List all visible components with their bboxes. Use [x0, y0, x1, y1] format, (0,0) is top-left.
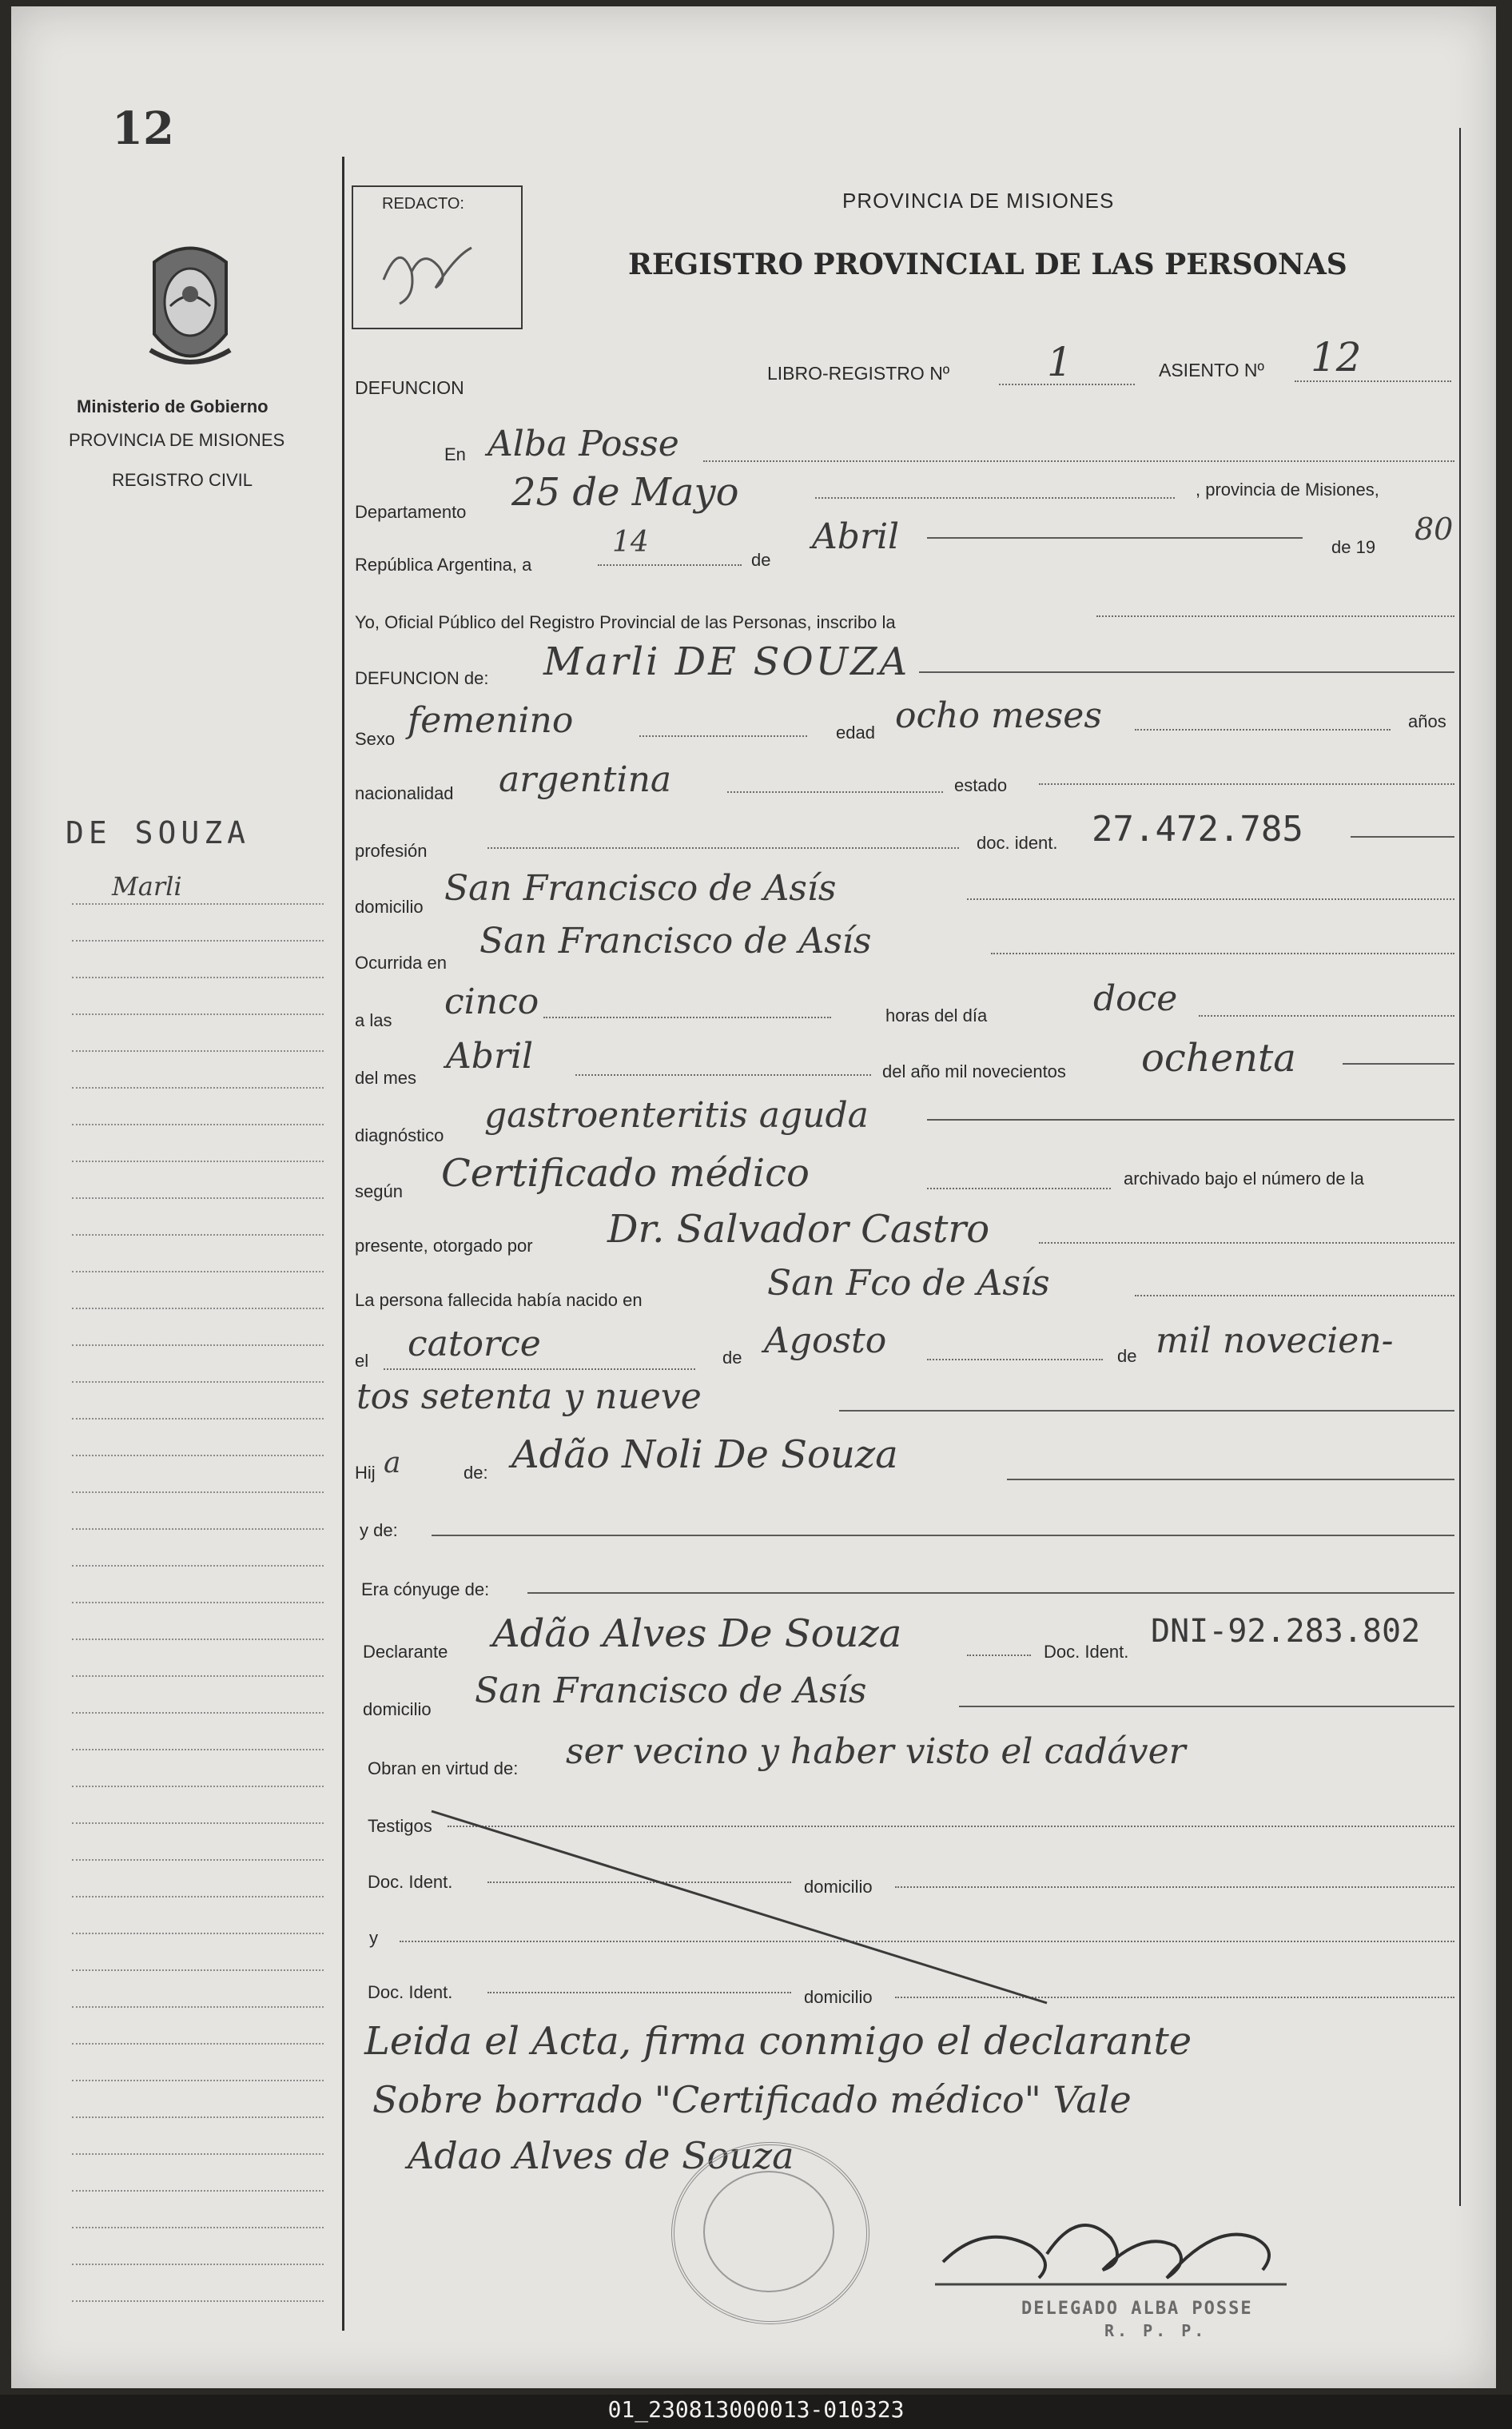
margin-ruled-line	[72, 1197, 324, 1199]
testigo2-doc-label: Doc. Ident.	[368, 1982, 453, 2002]
declarante-domicilio-value: San Francisco de Asís	[475, 1670, 867, 1711]
archivado-label: archivado bajo el número de la	[1124, 1169, 1364, 1189]
province-label: PROVINCIA DE MISIONES	[69, 430, 285, 450]
ocurrida-value: San Francisco de Asís	[479, 921, 872, 962]
official-stamp-inner-ring	[703, 2171, 834, 2292]
estado-label: estado	[954, 775, 1008, 795]
libro-registro-label: LIBRO-REGISTRO Nº	[767, 363, 950, 384]
hij-de-label: de:	[464, 1463, 488, 1483]
margin-name-note: Marli	[112, 871, 182, 902]
margin-ruled-line	[72, 1712, 324, 1714]
declarante-domicilio-label: domicilio	[363, 1699, 432, 1719]
en-value: Alba Posse	[487, 424, 679, 464]
diagnostico-label: diagnóstico	[355, 1125, 444, 1145]
ministry-label: Ministerio de Gobierno	[77, 396, 269, 416]
margin-ruled-line	[72, 2153, 324, 2155]
asiento-value: 12	[1311, 334, 1362, 380]
horas-value: doce	[1093, 978, 1178, 1019]
provincial-emblem-icon	[142, 238, 238, 374]
right-border-line	[1459, 128, 1461, 2206]
margin-ruled-line	[72, 1013, 324, 1015]
defuncion-de-label: DEFUNCION de:	[355, 668, 489, 688]
doc-ident-label: doc. ident.	[977, 833, 1058, 853]
margin-ruled-line	[72, 1234, 324, 1236]
declarante-doc-label: Doc. Ident.	[1044, 1642, 1129, 1662]
domicilio-value: San Francisco de Asís	[444, 868, 837, 909]
margin-ruled-line	[72, 2116, 324, 2118]
margin-ruled-line	[72, 1381, 324, 1383]
hij-label: Hij	[355, 1463, 376, 1483]
margin-ruled-line	[72, 2300, 324, 2302]
anos-label: años	[1408, 711, 1446, 731]
margin-ruled-line	[72, 1565, 324, 1567]
margin-ruled-line	[72, 1161, 324, 1162]
testigo-y-label: y	[369, 1928, 378, 1948]
hij-suffix: a	[384, 1447, 401, 1479]
del-mes-value: Abril	[446, 1036, 534, 1077]
declarante-doc-value: DNI-92.283.802	[1151, 1613, 1421, 1650]
margin-ruled-line	[72, 1822, 324, 1824]
margin-ruled-line	[72, 1491, 324, 1493]
domicilio-label: domicilio	[355, 897, 424, 917]
margin-surname-note: DE SOUZA	[66, 815, 251, 850]
ocurrida-label: Ocurrida en	[355, 953, 447, 973]
obran-label: Obran en virtud de:	[368, 1758, 519, 1778]
del-mes-label: del mes	[355, 1068, 417, 1088]
redacto-label: REDACTO:	[382, 195, 464, 213]
presente-label: presente, otorgado por	[355, 1236, 533, 1256]
closing-line-1: Leida el Acta, firma conmigo el declarante	[364, 2019, 1192, 2064]
departamento-value: 25 de Mayo	[511, 470, 739, 515]
de-anio-label: de	[1117, 1346, 1137, 1366]
departamento-label: Departamento	[355, 502, 467, 522]
margin-ruled-line	[72, 1344, 324, 1346]
edad-label: edad	[836, 723, 875, 743]
republica-label: República Argentina, a	[355, 555, 532, 575]
closing-line-2: Sobre borrado "Certificado médico" Vale	[372, 2078, 1132, 2121]
sexo-label: Sexo	[355, 729, 396, 749]
obran-value: ser vecino y haber visto el cadáver	[566, 1731, 1186, 1772]
margin-ruled-line	[72, 1271, 324, 1272]
anio-value: ochenta	[1141, 1036, 1296, 1081]
a-las-value: cinco	[444, 982, 539, 1022]
registry-civil-label: REGISTRO CIVIL	[112, 470, 253, 490]
act-type-label: DEFUNCION	[355, 377, 464, 398]
anio-continuation-value: tos setenta y nueve	[356, 1376, 702, 1417]
margin-ruled-line	[72, 1528, 324, 1530]
hij-value: Adão Noli De Souza	[511, 1432, 898, 1477]
witness-strike-line	[424, 1803, 1063, 2011]
oficial-statement: Yo, Oficial Público del Registro Provincial de las Personas, inscribo la	[355, 612, 896, 632]
nacionalidad-label: nacionalidad	[355, 783, 454, 803]
el-label: el	[355, 1351, 369, 1371]
margin-ruled-line	[72, 1749, 324, 1750]
asiento-label: ASIENTO Nº	[1159, 360, 1264, 380]
margin-ruled-line	[72, 2006, 324, 2008]
margin-ruled-line	[72, 1418, 324, 1420]
officer-sub-stamp: R. P. P.	[1104, 2321, 1208, 2340]
anio-label: del año mil novecientos	[882, 1061, 1066, 1081]
declarante-label: Declarante	[363, 1642, 448, 1662]
footer-image-id: 01_230813000013-010323	[607, 2396, 905, 2423]
de-label: de	[751, 550, 771, 570]
year-prefix-label: de 19	[1331, 537, 1376, 557]
margin-ruled-line	[72, 1675, 324, 1677]
presente-value: Dr. Salvador Castro	[607, 1207, 990, 1252]
margin-ruled-line	[72, 940, 324, 942]
de-mes-label: de	[722, 1348, 742, 1368]
margin-ruled-line	[72, 1859, 324, 1861]
sexo-value: femenino	[408, 700, 574, 741]
testigo2-domicilio-label: domicilio	[804, 1987, 873, 2007]
declarante-value: Adão Alves De Souza	[492, 1611, 902, 1656]
margin-ruled-line	[72, 2043, 324, 2045]
testigo1-doc-label: Doc. Ident.	[368, 1872, 453, 1892]
edad-value: ocho meses	[895, 695, 1102, 736]
margin-ruled-line	[72, 903, 324, 905]
conyuge-label: Era cónyuge de:	[361, 1579, 490, 1599]
registry-title: REGISTRO PROVINCIAL DE LAS PERSONAS	[628, 248, 1347, 281]
segun-label: según	[355, 1181, 403, 1201]
day-value: 14	[612, 526, 649, 559]
nacionalidad-value: argentina	[499, 759, 672, 800]
declarante-signature: Adao Alves de Souza	[408, 2134, 794, 2177]
a-las-label: a las	[355, 1010, 392, 1030]
margin-ruled-line	[72, 1639, 324, 1640]
margin-ruled-line	[72, 2264, 324, 2265]
margin-ruled-line	[72, 1969, 324, 1971]
libro-registro-value: 1	[1047, 339, 1072, 385]
province-title: PROVINCIA DE MISIONES	[842, 189, 1115, 213]
testigo1-domicilio-label: domicilio	[804, 1877, 873, 1897]
margin-ruled-line	[72, 1786, 324, 1787]
officer-title-stamp: DELEGADO ALBA POSSE	[1021, 2299, 1253, 2319]
testigos-label: Testigos	[368, 1816, 432, 1836]
redacto-initials-signature	[368, 224, 487, 320]
margin-ruled-line	[72, 1455, 324, 1456]
year-value: 80	[1415, 512, 1454, 547]
doc-ident-value: 27.472.785	[1092, 809, 1303, 850]
officer-signature	[919, 2190, 1303, 2302]
month-value: Abril	[812, 516, 900, 557]
el-value: catorce	[408, 1324, 541, 1364]
segun-value: Certificado médico	[441, 1151, 810, 1196]
provincia-suffix-label: , provincia de Misiones,	[1196, 480, 1379, 500]
nacido-label: La persona fallecida había nacido en	[355, 1290, 643, 1310]
margin-ruled-line	[72, 1087, 324, 1089]
y-de-label: y de:	[360, 1520, 398, 1540]
profesion-label: profesión	[355, 841, 428, 861]
page-number: 12	[112, 102, 174, 155]
form-divider-line	[342, 157, 344, 2331]
margin-ruled-line	[72, 1896, 324, 1897]
nacido-value: San Fco de Asís	[767, 1263, 1050, 1304]
en-label: En	[444, 444, 466, 464]
margin-ruled-line	[72, 2227, 324, 2228]
de-anio-value: mil novecien-	[1156, 1320, 1394, 1361]
margin-ruled-line	[72, 2190, 324, 2192]
margin-ruled-line	[72, 1602, 324, 1603]
margin-ruled-line	[72, 1308, 324, 1309]
margin-ruled-line	[72, 1933, 324, 1934]
margin-ruled-line	[72, 1124, 324, 1125]
margin-ruled-line	[72, 2080, 324, 2081]
diagnostico-value: gastroenteritis aguda	[484, 1095, 869, 1136]
de-mes-value: Agosto	[764, 1320, 887, 1361]
margin-ruled-line	[72, 1050, 324, 1052]
horas-label: horas del día	[885, 1005, 988, 1025]
margin-ruled-line	[72, 977, 324, 978]
defuncion-de-value: Marli DE SOUZA	[543, 639, 910, 684]
